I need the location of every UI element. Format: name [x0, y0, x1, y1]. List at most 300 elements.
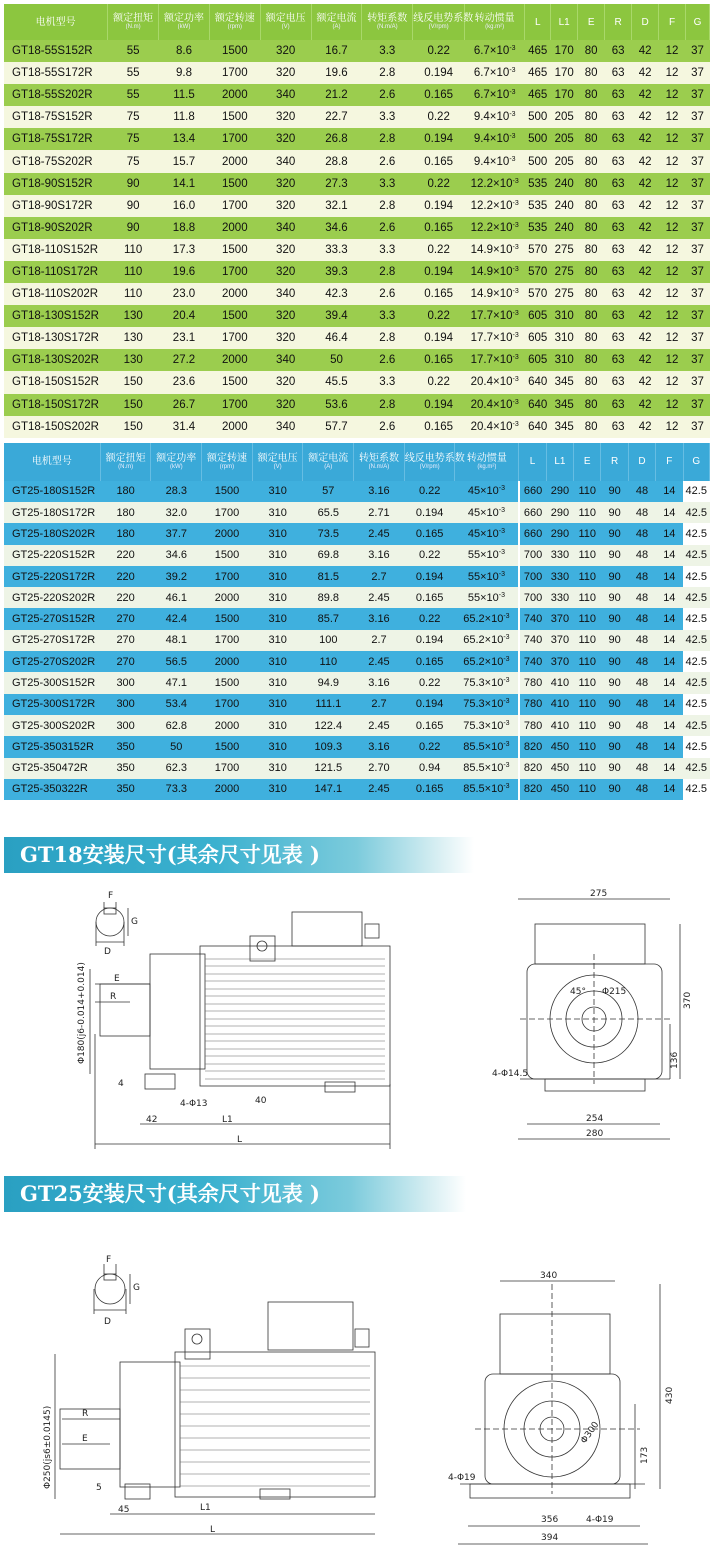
gt25-label-d: D: [104, 1317, 111, 1327]
cell-g: [686, 62, 710, 84]
column-unit: (kW): [169, 463, 183, 470]
cell-l: [525, 173, 551, 195]
cell-l: [525, 394, 551, 416]
table-row: [4, 283, 710, 305]
gt25-label-340: 340: [540, 1271, 558, 1281]
cell-value: 22.7: [325, 111, 348, 124]
cell-l1: [546, 481, 573, 502]
cell-value: 121.5: [314, 762, 343, 775]
cell-value: 80: [584, 354, 598, 367]
cell-value: 0.22: [427, 310, 450, 323]
cell-value: 110: [578, 613, 597, 626]
cell-voltage: [252, 651, 303, 672]
gt25-col-header: [252, 443, 303, 481]
cell-d: [632, 394, 659, 416]
cell-power: [159, 394, 210, 416]
cell-torque: [100, 779, 151, 800]
cell-value: 42.5: [685, 634, 707, 647]
inertia-exponent: -3: [498, 506, 505, 514]
cell-inertia: [455, 651, 519, 672]
cell-inertia: [465, 261, 525, 283]
table-row: [4, 40, 710, 62]
cell-value: 340: [276, 221, 296, 234]
cell-ke: [413, 371, 465, 393]
cell-inertia: [465, 173, 525, 195]
cell-voltage: [260, 371, 311, 393]
cell-value: 63: [611, 376, 625, 389]
cell-g: [686, 394, 710, 416]
inertia-exponent: -3: [512, 243, 519, 251]
cell-value: 90: [126, 199, 140, 212]
cell-value: 42.5: [685, 506, 707, 519]
gt18-header: [4, 4, 710, 40]
cell-value: 42.5: [685, 485, 707, 498]
cell-f: [659, 416, 686, 438]
cell-value: 240: [554, 221, 574, 234]
table-row: [4, 349, 710, 371]
cell-kt: [362, 84, 413, 106]
cell-value: 12: [665, 111, 679, 124]
cell-value: 62.3: [165, 762, 187, 775]
cell-value: GT18-130S152R: [12, 310, 99, 323]
cell-value: 605: [528, 354, 548, 367]
cell-ke: [413, 327, 465, 349]
cell-value: GT18-150S202R: [12, 420, 99, 433]
table-row: [4, 106, 710, 128]
cell-r: [605, 305, 632, 327]
cell-voltage: [252, 608, 303, 629]
cell-current: [303, 758, 354, 779]
cell-value: 90: [608, 655, 621, 668]
cell-f: [659, 261, 686, 283]
cell-value: GT18-90S202R: [12, 221, 93, 234]
cell-current: [303, 630, 354, 651]
cell-current: [303, 587, 354, 608]
cell-speed: [202, 715, 253, 736]
cell-l1: [551, 40, 578, 62]
cell-value: 14: [663, 527, 676, 540]
column-unit: (A): [324, 463, 333, 470]
gt18-col-header: [209, 4, 260, 40]
table-row: [4, 545, 710, 566]
cell-torque: [108, 305, 159, 327]
cell-kt: [362, 173, 413, 195]
cell-value: 1700: [214, 634, 240, 647]
cell-g: [683, 651, 710, 672]
column-label: F: [666, 456, 673, 468]
cell-value: 73.3: [165, 783, 187, 796]
cell-e: [578, 305, 605, 327]
cell-value: 180: [116, 506, 135, 519]
cell-g: [683, 545, 710, 566]
cell-value: 90: [608, 783, 621, 796]
gt18-label-r: R: [110, 992, 117, 1002]
cell-value: 90: [608, 591, 621, 604]
cell-value: 2000: [214, 655, 240, 668]
cell-value: 820: [523, 762, 543, 775]
cell-model: [4, 481, 100, 502]
inertia-exponent: -3: [503, 719, 510, 727]
cell-value: 14.9×10: [470, 288, 513, 301]
cell-value: 320: [276, 332, 296, 345]
cell-value: 147.1: [314, 783, 343, 796]
cell-value: 130: [123, 332, 143, 345]
cell-inertia: [465, 84, 525, 106]
cell-value: 0.194: [424, 199, 454, 212]
column-label: G: [692, 456, 701, 468]
cell-value: 85.7: [317, 613, 340, 626]
cell-value: 310: [268, 634, 287, 647]
cell-value: GT18-150S172R: [12, 398, 99, 411]
cell-value: 85.5×10: [463, 762, 504, 775]
cell-l1: [551, 416, 578, 438]
cell-value: GT18-75S202R: [12, 155, 93, 168]
inertia-exponent: -3: [512, 221, 519, 229]
cell-torque: [100, 523, 151, 544]
cell-l1: [551, 150, 578, 172]
cell-f: [659, 150, 686, 172]
gt18-col-header: [525, 4, 551, 40]
cell-ke: [404, 672, 455, 693]
cell-l1: [546, 630, 573, 651]
cell-voltage: [260, 150, 311, 172]
cell-value: 12: [665, 332, 679, 345]
cell-value: 63: [611, 332, 625, 345]
column-unit: (rpm): [219, 463, 235, 470]
cell-value: 170: [554, 67, 574, 80]
cell-kt: [362, 394, 413, 416]
cell-value: 80: [584, 420, 598, 433]
cell-value: 2.8: [379, 133, 396, 146]
gt18-col-header: [260, 4, 311, 40]
cell-value: 465: [528, 45, 548, 58]
gt18-col-header: [413, 4, 474, 40]
cell-value: 1500: [214, 549, 240, 562]
cell-inertia: [455, 566, 519, 587]
cell-value: GT25-300S202R: [12, 719, 96, 732]
cell-value: 570: [528, 265, 548, 278]
cell-current: [303, 608, 354, 629]
cell-l1: [551, 106, 578, 128]
cell-ke: [413, 416, 465, 438]
cell-value: 2.8: [379, 265, 396, 278]
cell-value: 0.22: [427, 376, 450, 389]
column-unit: (kg.m²): [485, 24, 505, 30]
inertia-exponent: -3: [512, 398, 519, 406]
cell-d: [628, 651, 655, 672]
cell-value: 3.16: [368, 677, 390, 689]
cell-l1: [546, 566, 573, 587]
cell-value: 1500: [222, 376, 248, 389]
cell-value: 69.8: [317, 549, 340, 562]
cell-kt: [354, 566, 405, 587]
cell-r: [605, 195, 632, 217]
cell-torque: [100, 758, 151, 779]
cell-torque: [100, 481, 151, 502]
gt18-label-254: 254: [586, 1114, 604, 1124]
cell-value: 46.1: [165, 591, 187, 604]
cell-value: 740: [523, 634, 543, 647]
cell-value: 12: [665, 265, 679, 278]
cell-kt: [354, 587, 405, 608]
cell-value: 2000: [214, 783, 240, 796]
cell-d: [632, 305, 659, 327]
cell-l1: [551, 195, 578, 217]
column-unit: (A): [332, 24, 341, 30]
cell-value: 0.165: [424, 221, 454, 234]
cell-current: [303, 566, 354, 587]
cell-voltage: [252, 694, 303, 715]
cell-value: 42.3: [325, 288, 348, 301]
cell-l: [525, 261, 551, 283]
cell-value: 32.1: [325, 199, 348, 212]
cell-value: 0.165: [424, 354, 454, 367]
cell-value: 23.6: [172, 376, 196, 389]
cell-d: [628, 758, 655, 779]
cell-value: 57: [322, 485, 335, 498]
cell-value: 2.6: [379, 288, 396, 301]
cell-g: [683, 481, 710, 502]
cell-value: 0.165: [424, 288, 454, 301]
inertia-exponent: -3: [498, 549, 505, 557]
cell-value: 3.3: [379, 177, 396, 190]
cell-power: [159, 416, 210, 438]
cell-value: 63: [611, 310, 625, 323]
cell-r: [605, 261, 632, 283]
cell-value: 75: [126, 155, 140, 168]
cell-value: GT25-180S202R: [12, 527, 96, 540]
cell-voltage: [252, 545, 303, 566]
cell-value: 26.8: [325, 133, 348, 146]
cell-speed: [209, 416, 260, 438]
cell-value: 42: [638, 332, 652, 345]
cell-ke: [404, 545, 455, 566]
gt18-label-f: F: [108, 891, 114, 901]
cell-value: 150: [123, 376, 143, 389]
cell-r: [605, 416, 632, 438]
column-label: 转矩系数: [358, 452, 399, 464]
cell-value: 65.2×10: [463, 655, 504, 668]
cell-inertia: [465, 217, 525, 239]
column-label: 转动惯量: [474, 13, 515, 24]
cell-value: 290: [550, 506, 570, 519]
column-unit: (N.m/A): [368, 463, 390, 470]
cell-d: [628, 736, 655, 757]
cell-value: 63: [611, 133, 625, 146]
cell-ke: [404, 715, 455, 736]
cell-value: 3.16: [368, 740, 390, 753]
cell-value: 2000: [214, 527, 240, 540]
cell-value: 17.7×10: [470, 332, 513, 345]
cell-current: [311, 349, 362, 371]
cell-value: 12: [665, 155, 679, 168]
cell-value: 94.9: [317, 677, 340, 689]
cell-value: 320: [276, 67, 296, 80]
cell-r: [601, 672, 628, 693]
cell-ke: [404, 630, 455, 651]
column-label: 转动惯量: [466, 452, 507, 464]
cell-e: [574, 566, 601, 587]
cell-e: [578, 371, 605, 393]
cell-value: 55×10: [467, 570, 499, 583]
cell-kt: [354, 630, 405, 651]
cell-d: [632, 150, 659, 172]
cell-d: [632, 84, 659, 106]
gt18-col-header: [632, 4, 659, 40]
gt25-label-5: 5: [96, 1483, 102, 1493]
cell-value: 310: [268, 677, 287, 689]
cell-model: [4, 394, 108, 416]
cell-value: 340: [276, 288, 296, 301]
cell-value: 63: [611, 199, 625, 212]
cell-l: [525, 128, 551, 150]
gt25-col-header: [202, 443, 253, 481]
cell-inertia: [455, 608, 519, 629]
cell-value: 48: [635, 613, 649, 626]
cell-value: 21.2: [325, 89, 348, 102]
cell-value: 62.8: [165, 719, 187, 732]
cell-value: 2.8: [379, 398, 396, 411]
cell-f: [659, 128, 686, 150]
cell-value: 640: [528, 398, 548, 411]
cell-value: 39.4: [325, 310, 348, 323]
cell-model: [4, 715, 100, 736]
cell-value: 80: [584, 398, 598, 411]
cell-f: [656, 651, 683, 672]
column-label: L1: [554, 456, 566, 468]
cell-voltage: [252, 481, 303, 502]
cell-value: GT25-270S202R: [12, 655, 96, 668]
gt18-col-header: [465, 4, 525, 40]
cell-value: 660: [523, 506, 543, 519]
cell-value: 110: [578, 570, 597, 583]
cell-value: 205: [554, 111, 574, 124]
cell-value: 81.5: [317, 570, 340, 583]
cell-g: [686, 84, 710, 106]
cell-value: 780: [523, 719, 543, 732]
gt18-label-front-holes: 4-Φ14.5: [492, 1069, 529, 1079]
inertia-exponent: -3: [503, 655, 510, 663]
cell-value: 0.194: [415, 698, 444, 711]
cell-g: [686, 416, 710, 438]
cell-g: [683, 694, 710, 715]
cell-inertia: [465, 40, 525, 62]
cell-value: 14: [663, 634, 676, 647]
cell-value: 48: [635, 740, 649, 753]
cell-l: [519, 672, 546, 693]
cell-ke: [413, 84, 465, 106]
cell-e: [574, 502, 601, 523]
cell-value: 110: [578, 655, 597, 668]
cell-value: 110: [319, 655, 338, 668]
cell-value: 310: [268, 485, 287, 498]
cell-ke: [413, 195, 465, 217]
cell-e: [574, 651, 601, 672]
gt18-label-40: 40: [255, 1096, 267, 1106]
inertia-exponent: -3: [512, 265, 519, 273]
inertia-exponent: -3: [509, 133, 516, 141]
cell-torque: [108, 416, 159, 438]
gt25-dimension-banner: GT25安装尺寸(其余尺寸见表 ): [4, 1176, 466, 1212]
cell-value: 340: [276, 354, 296, 367]
cell-d: [632, 173, 659, 195]
cell-current: [311, 305, 362, 327]
cell-current: [311, 40, 362, 62]
cell-torque: [108, 283, 159, 305]
gt18-col-header: [578, 4, 605, 40]
cell-value: 3.3: [379, 45, 396, 58]
cell-value: 345: [554, 398, 574, 411]
cell-inertia: [455, 672, 519, 693]
cell-value: 37.7: [165, 527, 187, 540]
cell-l: [525, 349, 551, 371]
cell-r: [605, 349, 632, 371]
cell-r: [605, 150, 632, 172]
cell-value: 48: [635, 698, 649, 711]
cell-ke: [413, 239, 465, 261]
cell-voltage: [260, 106, 311, 128]
cell-value: 31.4: [172, 420, 196, 433]
cell-value: 80: [584, 199, 598, 212]
cell-kt: [354, 502, 405, 523]
cell-value: 2.45: [368, 591, 390, 604]
cell-g: [686, 150, 710, 172]
cell-f: [656, 481, 683, 502]
cell-torque: [100, 630, 151, 651]
cell-value: 11.5: [173, 89, 195, 102]
cell-value: 37: [691, 354, 704, 367]
cell-value: 535: [528, 199, 548, 212]
cell-value: 110: [123, 243, 143, 256]
cell-value: 42: [638, 265, 652, 278]
cell-value: 80: [584, 45, 598, 58]
gt25-label-phi300: Φ300: [579, 1420, 602, 1446]
cell-power: [151, 758, 202, 779]
cell-voltage: [260, 239, 311, 261]
cell-power: [159, 40, 210, 62]
cell-kt: [354, 545, 405, 566]
gt25-col-header: [404, 443, 465, 481]
cell-value: 1500: [222, 111, 248, 124]
cell-d: [632, 40, 659, 62]
cell-value: 42.5: [685, 613, 707, 626]
cell-model: [4, 349, 108, 371]
cell-value: 90: [608, 527, 621, 540]
cell-value: 220: [116, 591, 135, 604]
cell-kt: [362, 371, 413, 393]
cell-value: 9.8: [175, 67, 192, 80]
cell-value: 12.2×10: [470, 221, 513, 234]
cell-value: 2.6: [379, 420, 396, 433]
gt18-col-header: [686, 4, 710, 40]
cell-d: [628, 502, 655, 523]
cell-power: [151, 779, 202, 800]
inertia-exponent: -3: [509, 45, 516, 53]
cell-f: [656, 736, 683, 757]
cell-torque: [108, 371, 159, 393]
cell-value: 0.22: [418, 740, 441, 753]
cell-f: [659, 40, 686, 62]
cell-value: 310: [268, 549, 287, 562]
cell-value: 45×10: [467, 506, 499, 519]
cell-power: [151, 523, 202, 544]
table-row: [4, 566, 710, 587]
cell-value: 16.0: [172, 199, 196, 212]
cell-value: 275: [554, 243, 574, 256]
cell-speed: [202, 694, 253, 715]
cell-current: [303, 651, 354, 672]
column-unit: (N.m): [125, 24, 141, 30]
